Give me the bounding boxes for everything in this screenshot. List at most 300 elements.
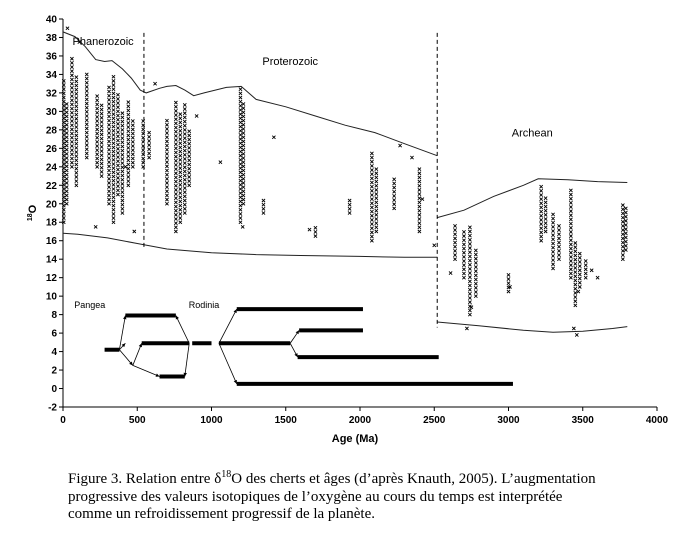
data-point xyxy=(370,164,373,167)
data-point xyxy=(239,175,242,178)
data-point xyxy=(188,167,191,170)
data-point xyxy=(112,200,115,203)
data-point xyxy=(112,121,115,124)
data-point xyxy=(242,107,245,110)
y-tick-label: 28 xyxy=(45,125,57,137)
data-point xyxy=(96,103,99,106)
data-point xyxy=(75,88,78,91)
data-point xyxy=(375,176,378,179)
data-point xyxy=(239,221,242,224)
data-point xyxy=(314,234,317,237)
data-point xyxy=(96,111,99,114)
data-point xyxy=(127,167,130,170)
data-point xyxy=(183,124,186,127)
data-point xyxy=(116,193,119,196)
data-point xyxy=(242,127,245,130)
data-point xyxy=(174,201,177,204)
data-point xyxy=(242,202,245,205)
data-point xyxy=(242,194,245,197)
data-point xyxy=(116,180,119,183)
data-point xyxy=(85,144,88,147)
data-point xyxy=(107,177,110,180)
data-point xyxy=(179,179,182,182)
data-point xyxy=(195,114,198,117)
y-tick-label: 30 xyxy=(45,106,57,118)
data-point xyxy=(112,113,115,116)
data-point xyxy=(621,216,624,219)
y-tick-label: 18 xyxy=(45,217,57,229)
data-point xyxy=(462,247,465,250)
data-point xyxy=(107,127,110,130)
data-point xyxy=(551,221,554,224)
data-point xyxy=(242,186,245,189)
data-point xyxy=(574,258,577,261)
data-point xyxy=(239,192,242,195)
y-tick-label: 8 xyxy=(51,310,57,322)
data-point xyxy=(574,250,577,253)
data-point xyxy=(107,169,110,172)
envelope-curves xyxy=(63,32,627,332)
data-point xyxy=(165,140,168,143)
data-point xyxy=(112,158,115,161)
data-point xyxy=(100,145,103,148)
data-point xyxy=(100,108,103,111)
data-point xyxy=(179,117,182,120)
data-point xyxy=(148,152,151,155)
data-point xyxy=(142,140,145,143)
data-point xyxy=(65,161,68,164)
data-point xyxy=(165,186,168,189)
data-point xyxy=(65,111,68,114)
data-point xyxy=(179,187,182,190)
data-point xyxy=(112,125,115,128)
data-point xyxy=(121,211,124,214)
caption-line-1: Figure 3. Relation entre $\delta^{18}O$ des cherts et âges (d’après Knauth, 2005). L’augmentation xyxy=(68,469,596,487)
supercontinent-link xyxy=(219,309,237,343)
data-point xyxy=(468,230,471,233)
data-point xyxy=(557,258,560,261)
data-point xyxy=(75,155,78,158)
data-point xyxy=(107,131,110,134)
data-point xyxy=(242,181,245,184)
data-point xyxy=(70,115,73,118)
data-point xyxy=(393,198,396,201)
data-point xyxy=(85,114,88,117)
data-point xyxy=(70,132,73,135)
data-point xyxy=(121,124,124,127)
data-point xyxy=(474,274,477,277)
data-point xyxy=(462,234,465,237)
data-point xyxy=(557,237,560,240)
data-point xyxy=(569,189,572,192)
data-point xyxy=(112,204,115,207)
supercontinent-arrowhead xyxy=(296,330,299,334)
data-point xyxy=(116,160,119,163)
data-point xyxy=(462,272,465,275)
data-point xyxy=(100,125,103,128)
data-point xyxy=(174,205,177,208)
data-point xyxy=(348,203,351,206)
data-point xyxy=(462,230,465,233)
data-point xyxy=(96,115,99,118)
data-point xyxy=(112,92,115,95)
data-point xyxy=(574,287,577,290)
data-point xyxy=(393,190,396,193)
data-point xyxy=(239,125,242,128)
data-point xyxy=(239,179,242,182)
data-point xyxy=(75,175,78,178)
data-point xyxy=(70,128,73,131)
data-point xyxy=(85,73,88,76)
data-point xyxy=(112,216,115,219)
data-point xyxy=(370,177,373,180)
data-point xyxy=(418,180,421,183)
data-point xyxy=(462,251,465,254)
data-point xyxy=(551,229,554,232)
data-point xyxy=(65,194,68,197)
data-point xyxy=(418,197,421,200)
data-point xyxy=(65,102,68,105)
envelope-lower-line xyxy=(63,233,437,257)
data-point xyxy=(174,101,177,104)
data-point xyxy=(242,165,245,168)
data-point xyxy=(179,204,182,207)
data-point xyxy=(65,127,68,130)
data-point xyxy=(241,225,244,228)
data-point xyxy=(107,86,110,89)
data-point xyxy=(179,212,182,215)
data-point xyxy=(188,138,191,141)
data-point xyxy=(569,234,572,237)
data-point xyxy=(621,253,624,256)
data-point xyxy=(179,200,182,203)
data-point xyxy=(578,260,581,263)
data-point xyxy=(453,258,456,261)
data-point xyxy=(174,184,177,187)
data-point xyxy=(569,259,572,262)
data-point xyxy=(370,235,373,238)
data-point xyxy=(85,102,88,105)
data-point xyxy=(574,275,577,278)
data-point xyxy=(370,156,373,159)
data-point xyxy=(85,119,88,122)
data-point xyxy=(165,127,168,130)
data-point xyxy=(578,269,581,272)
data-point xyxy=(112,150,115,153)
archean-upper-line xyxy=(437,179,627,218)
data-point xyxy=(112,79,115,82)
data-point xyxy=(418,222,421,225)
data-point xyxy=(116,122,119,125)
axes xyxy=(46,15,669,427)
data-point xyxy=(112,175,115,178)
data-point xyxy=(70,82,73,85)
data-point xyxy=(239,137,242,140)
data-point xyxy=(375,205,378,208)
data-point xyxy=(540,185,543,188)
data-point xyxy=(370,160,373,163)
data-point xyxy=(239,212,242,215)
data-point xyxy=(131,144,134,147)
data-point xyxy=(370,218,373,221)
data-point xyxy=(239,146,242,149)
data-point xyxy=(557,228,560,231)
data-point xyxy=(544,222,547,225)
data-point xyxy=(574,291,577,294)
data-point xyxy=(165,181,168,184)
data-point xyxy=(421,198,424,201)
data-point xyxy=(370,202,373,205)
x-tick-label: 1000 xyxy=(200,415,223,426)
data-point xyxy=(551,234,554,237)
data-point xyxy=(121,141,124,144)
data-point xyxy=(121,153,124,156)
data-point xyxy=(468,259,471,262)
data-point xyxy=(621,212,624,215)
data-point xyxy=(375,180,378,183)
data-point xyxy=(179,216,182,219)
data-point xyxy=(239,117,242,120)
data-point xyxy=(174,151,177,154)
data-point xyxy=(183,116,186,119)
data-point xyxy=(75,171,78,174)
data-point xyxy=(574,271,577,274)
data-point xyxy=(121,145,124,148)
data-point xyxy=(65,186,68,189)
data-point xyxy=(242,136,245,139)
data-points xyxy=(62,27,627,337)
data-point xyxy=(85,94,88,97)
data-point xyxy=(112,117,115,120)
data-point xyxy=(174,113,177,116)
data-point xyxy=(370,185,373,188)
data-point xyxy=(584,264,587,267)
data-point xyxy=(188,142,191,145)
data-point xyxy=(174,147,177,150)
data-point xyxy=(96,124,99,127)
data-point xyxy=(116,114,119,117)
data-point xyxy=(148,135,151,138)
data-point xyxy=(453,228,456,231)
data-point xyxy=(100,141,103,144)
data-point xyxy=(624,219,627,222)
data-point xyxy=(116,118,119,121)
data-point xyxy=(507,277,510,280)
data-point xyxy=(314,226,317,229)
data-point xyxy=(112,154,115,157)
data-point xyxy=(540,231,543,234)
data-point xyxy=(314,230,317,233)
data-point xyxy=(116,139,119,142)
data-point xyxy=(70,90,73,93)
data-point xyxy=(574,241,577,244)
data-point xyxy=(468,280,471,283)
data-point xyxy=(165,148,168,151)
data-point xyxy=(116,143,119,146)
data-point xyxy=(131,153,134,156)
data-point xyxy=(239,96,242,99)
data-point xyxy=(142,149,145,152)
data-point xyxy=(127,134,130,137)
data-point xyxy=(375,188,378,191)
data-point xyxy=(127,130,130,133)
data-point xyxy=(96,136,99,139)
data-point xyxy=(418,188,421,191)
data-point xyxy=(183,149,186,152)
data-point xyxy=(468,263,471,266)
data-point xyxy=(239,187,242,190)
data-point xyxy=(116,168,119,171)
data-point xyxy=(574,283,577,286)
data-point xyxy=(70,136,73,139)
data-point xyxy=(551,267,554,270)
data-point xyxy=(85,139,88,142)
data-point xyxy=(174,168,177,171)
data-point xyxy=(418,230,421,233)
data-point xyxy=(468,309,471,312)
data-point xyxy=(107,144,110,147)
data-point xyxy=(179,192,182,195)
data-point xyxy=(577,290,580,293)
data-point xyxy=(165,136,168,139)
data-point xyxy=(165,173,168,176)
data-point xyxy=(468,251,471,254)
data-point xyxy=(551,238,554,241)
y-tick-label: 10 xyxy=(45,291,57,303)
data-point xyxy=(107,98,110,101)
data-point xyxy=(124,165,127,168)
data-point xyxy=(584,259,587,262)
data-point xyxy=(540,235,543,238)
data-point xyxy=(557,233,560,236)
data-point xyxy=(65,136,68,139)
data-point xyxy=(121,120,124,123)
data-point xyxy=(418,176,421,179)
data-point xyxy=(621,204,624,207)
data-point xyxy=(127,175,130,178)
data-point xyxy=(188,180,191,183)
data-point xyxy=(183,207,186,210)
data-point xyxy=(107,115,110,118)
data-point xyxy=(474,249,477,252)
data-point xyxy=(127,105,130,108)
data-point xyxy=(418,205,421,208)
data-point xyxy=(121,132,124,135)
data-point xyxy=(70,99,73,102)
data-point xyxy=(507,290,510,293)
data-point xyxy=(569,268,572,271)
data-point xyxy=(621,241,624,244)
data-point xyxy=(75,113,78,116)
data-point xyxy=(116,172,119,175)
data-point xyxy=(174,176,177,179)
data-point xyxy=(100,137,103,140)
data-point xyxy=(242,169,245,172)
data-point xyxy=(65,152,68,155)
data-point xyxy=(242,156,245,159)
data-point xyxy=(239,113,242,116)
data-point xyxy=(65,156,68,159)
data-point xyxy=(370,198,373,201)
data-point xyxy=(575,333,578,336)
data-point xyxy=(242,123,245,126)
data-point xyxy=(70,95,73,98)
data-point xyxy=(65,190,68,193)
data-point xyxy=(418,168,421,171)
data-point xyxy=(370,173,373,176)
data-point xyxy=(578,265,581,268)
data-point xyxy=(272,136,275,139)
data-point xyxy=(75,125,78,128)
data-point xyxy=(468,226,471,229)
data-point xyxy=(121,174,124,177)
data-point xyxy=(242,102,245,105)
data-point xyxy=(544,213,547,216)
data-point xyxy=(262,199,265,202)
data-point xyxy=(179,162,182,165)
data-point xyxy=(112,212,115,215)
data-point xyxy=(179,125,182,128)
data-point xyxy=(540,214,543,217)
data-point xyxy=(65,169,68,172)
data-point xyxy=(121,191,124,194)
data-point xyxy=(348,199,351,202)
data-point xyxy=(624,223,627,226)
data-point xyxy=(418,209,421,212)
data-point xyxy=(183,141,186,144)
data-point xyxy=(65,177,68,180)
data-point xyxy=(242,111,245,114)
data-point xyxy=(165,165,168,168)
data-point xyxy=(75,167,78,170)
y-tick-label: 34 xyxy=(45,69,57,81)
data-point xyxy=(131,119,134,122)
data-point xyxy=(544,217,547,220)
data-point xyxy=(174,188,177,191)
supercontinent-label: Rodinia xyxy=(188,300,220,311)
data-point xyxy=(239,133,242,136)
data-point xyxy=(183,128,186,131)
data-point xyxy=(112,167,115,170)
supercontinent-label: Pangea xyxy=(74,300,106,311)
data-point xyxy=(112,196,115,199)
data-point xyxy=(370,239,373,242)
data-point xyxy=(569,214,572,217)
data-point xyxy=(584,268,587,271)
data-point xyxy=(507,282,510,285)
data-point xyxy=(70,61,73,64)
data-point xyxy=(65,202,68,205)
data-point xyxy=(75,96,78,99)
data-point xyxy=(116,101,119,104)
data-point xyxy=(188,150,191,153)
data-point xyxy=(574,295,577,298)
data-point xyxy=(116,176,119,179)
data-point xyxy=(121,170,124,173)
x-tick-label: 2500 xyxy=(423,415,446,426)
data-point xyxy=(85,106,88,109)
data-point xyxy=(370,206,373,209)
y-tick-label: 12 xyxy=(45,273,57,285)
data-point xyxy=(112,108,115,111)
data-point xyxy=(174,159,177,162)
data-point xyxy=(112,137,115,140)
data-point xyxy=(75,117,78,120)
data-point xyxy=(75,184,78,187)
data-point xyxy=(393,186,396,189)
data-point xyxy=(370,227,373,230)
data-point xyxy=(242,161,245,164)
